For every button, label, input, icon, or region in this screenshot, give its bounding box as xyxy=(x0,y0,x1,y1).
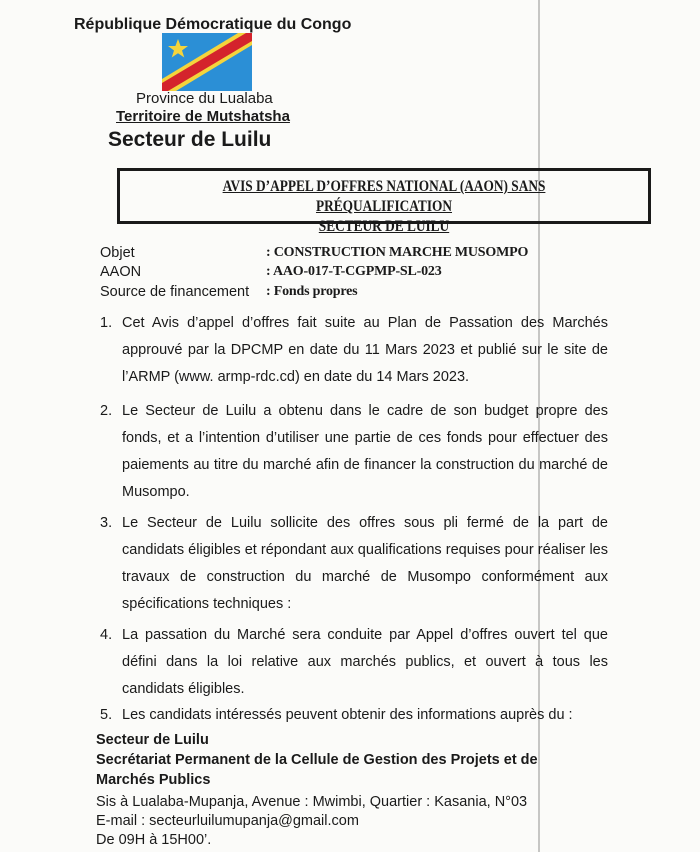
territoire-name: Territoire de Mutshatsha xyxy=(116,108,290,125)
drc-flag-icon xyxy=(162,33,252,91)
meta-value: : Fonds propres xyxy=(266,284,358,299)
list-item-text: Les candidats intéressés peuvent obtenir des informations auprès du : xyxy=(122,707,573,723)
address-org: Secteur de Luilu xyxy=(96,732,209,748)
list-item-number: 1. xyxy=(100,315,113,331)
address-email: E-mail : secteurluilumupanja@gmail.com xyxy=(96,813,359,829)
list-item-number: 4. xyxy=(100,627,113,643)
list-item-number: 2. xyxy=(100,403,113,419)
meta-label: Objet xyxy=(100,245,135,261)
list-item-number: 3. xyxy=(100,515,113,531)
meta-value: : AAO-017-T-CGPMP-SL-023 xyxy=(266,264,442,279)
address-location: Sis à Lualaba-Mupanja, Avenue : Mwimbi, Quartier : Kasania, N°03 xyxy=(96,794,528,810)
list-item-number: 5. xyxy=(100,707,113,723)
meta-label: Source de financement xyxy=(100,284,250,300)
province-name: Province du Lualaba xyxy=(136,90,273,107)
meta-label: AAON xyxy=(100,264,142,280)
address-dept-line-1: Secrétariat Permanent de la Cellule de Gestion des Projets et de xyxy=(96,752,538,768)
notice-title-box xyxy=(117,168,651,235)
list-item-text: Le Secteur de Luilu sollicite des offres sous pli fermé de la part de candidats éligibles et répondant aux qualifications requises pour réaliser les travaux de construction du marché de Musompo conformément aux spécifications techniques : xyxy=(122,515,608,612)
list-item-text: La passation du Marché sera conduite par Appel d’offres ouvert tel que défini dans la loi relative aux marchés publics, et ouvert à tous les candidats éligibles. xyxy=(122,627,608,697)
meta-value: : CONSTRUCTION MARCHE MUSOMPO xyxy=(266,245,529,260)
country-name: République Démocratique du Congo xyxy=(74,16,352,33)
secteur-heading: Secteur de Luilu xyxy=(108,128,272,151)
address-dept-line-2: Marchés Publics xyxy=(96,772,211,788)
list-item-text: Le Secteur de Luilu a obtenu dans le cadre de son budget propre des fonds, et a l’intention d’utiliser une partie de ces fonds pour effectuer des paiements au titre du marché afin de financer la construction du marché de Musompo. xyxy=(122,403,608,500)
notice-title-line-1: AVIS D’APPEL D’OFFRES NATIONAL (AAON) SANS PRÉQUALIFICATION xyxy=(222,178,546,215)
notice-title-line-2: SECTEUR DE LUILU xyxy=(318,218,450,235)
address-hours: De 09H à 15H00’. xyxy=(96,832,212,848)
list-item-text: Cet Avis d’appel d’offres fait suite au Plan de Passation des Marchés approuvé par la DPCMP en date du 11 Mars 2023 et publié sur le site de l’ARMP (www. armp-rdc.cd) en date du 14 Mars 2023. xyxy=(122,315,608,385)
